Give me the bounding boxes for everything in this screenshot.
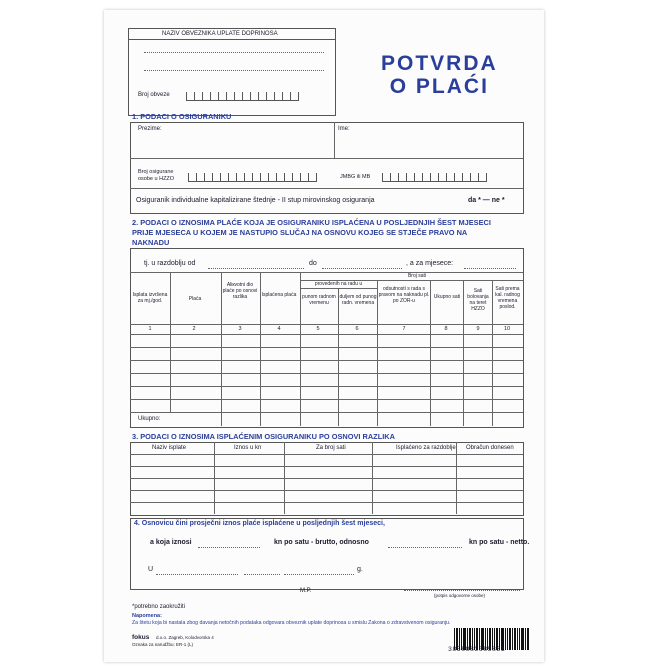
issuer-divider (129, 39, 335, 40)
col-line-7 (430, 280, 431, 426)
place-line[interactable] (156, 574, 238, 575)
section2-heading-2: PRIJE MJESECA U KOJEM JE NASTUPIO SLUČAJ NA OSNOVU KOJEG SE STJEČE PRAVO NA (132, 228, 468, 237)
hours-group-label: Broj sati (407, 273, 427, 279)
numbers-bottom-line (130, 334, 523, 335)
col-number-9: 9 (476, 326, 480, 332)
note-text: Za štetu koja bi nastala zbog davanja netočnih podataka odgovara obveznik uplate doprinosa u smislu Zakona o zdravstvenom osiguranju. (132, 620, 451, 626)
table-top-line (130, 272, 523, 273)
order-code: Oznaka za narudžbu: ER-1 (L) (132, 642, 194, 647)
table-row[interactable] (130, 478, 523, 479)
yes-no-choice[interactable]: da * — ne * (468, 197, 505, 204)
col-paid-header: Isplaćena plaća (261, 292, 297, 298)
col-full-time-header: punom radnom vremenu (302, 294, 336, 306)
col-total-hours-header: Ukupno sati (433, 294, 461, 300)
table-row[interactable] (130, 502, 523, 503)
insured-number-cells[interactable] (188, 173, 317, 182)
pension-label: Osiguranik individualne kapitalizirane štednje - II stup mirovinskog osiguranja (136, 197, 375, 204)
issuer-line-2 (144, 70, 324, 71)
col-calendar-hours-header: Sati prema kal. radnog vremena poslod. (495, 286, 520, 310)
s3-col-period: Isplaćeno za razdoblje: (396, 445, 458, 451)
col-number-4: 4 (277, 326, 281, 332)
title-line-1: POTVRDA (381, 52, 498, 75)
year-label: g. (357, 566, 363, 573)
obligation-number-label: Broj obveze (138, 92, 170, 98)
place-label: U (148, 566, 154, 573)
circle-note: *potrebno zaokružiti (132, 604, 186, 610)
col-salary-header: Plaća (188, 296, 202, 302)
amount-line[interactable] (198, 547, 260, 548)
issuer-box (128, 28, 336, 116)
col-number-2: 2 (192, 326, 196, 332)
col-number-1: 1 (148, 326, 152, 332)
insured-number-label-1: Broj osigurane (138, 169, 174, 175)
form-title (381, 52, 498, 98)
issuer-label: NAZIV OBVEZNIKA UPLATE DOPRINOSA (162, 31, 278, 37)
date-line-2[interactable] (284, 574, 354, 575)
col-overtime-header: duljem od punog radn. vremena (339, 294, 377, 306)
section1-divider (334, 122, 335, 158)
col-aliquot-header: Aliкvotni dio plaće po osnovi razlika (222, 282, 258, 300)
col-number-3: 3 (238, 326, 242, 332)
section3-heading: 3. PODACI O IZNOSIMA ISPLAĆENIM OSIGURANIKU PO OSNOVI RAZLIKA (132, 432, 395, 441)
col-number-8: 8 (444, 326, 448, 332)
note-title: Napomena: (132, 613, 162, 619)
section1-heading: 1. PODACI O OSIGURANIKU (132, 112, 232, 121)
period-from-label: tj. u razdoblju od (144, 260, 196, 267)
col-line-3 (260, 272, 261, 426)
section2-frame (130, 248, 524, 428)
s3-col-computed: Obračun donesen (466, 445, 514, 451)
barcode-number: 3858883685831 (448, 646, 506, 653)
col-sick-hours-header: Sati bolovanja na teret HZZO (467, 288, 489, 312)
col-absence-header: odsutnosti s rada s pravom na naknadu pl. po ZOR-u (378, 286, 430, 304)
s3-col-name: Naziv isplate (152, 445, 187, 451)
col-line-1 (170, 272, 171, 412)
section1-row-line-1 (130, 158, 523, 159)
col-line-4 (300, 272, 301, 426)
publisher-detail: d.o.o. Zagreb, Kolodvorska 4 (156, 635, 214, 640)
table-row[interactable] (130, 386, 523, 387)
issuer-line-1 (144, 52, 324, 53)
monthly-line[interactable] (464, 268, 516, 269)
net-label: kn po satu - netto. (469, 539, 530, 546)
date-line-1[interactable] (244, 574, 280, 575)
period-from-line[interactable] (208, 268, 304, 269)
col-number-10: 10 (503, 326, 511, 332)
insured-number-label-2: osobe u HZZO (138, 176, 175, 182)
header-bottom-line (130, 324, 523, 325)
col-line-8 (463, 280, 464, 426)
col-line-5 (338, 288, 339, 426)
title-line-2: O PLAĆI (389, 75, 489, 98)
jmbg-cells[interactable] (382, 173, 487, 182)
col-number-6: 6 (355, 326, 359, 332)
total-label: Ukupno: (138, 416, 161, 422)
table-row[interactable] (130, 399, 523, 400)
monthly-label: , a za mjesece: (406, 260, 454, 267)
section4-heading: 4. Osnovicu čini prosječni iznos plaće isplaćene u posljednjih šest mjeseci, (134, 520, 385, 527)
form-sheet (104, 10, 544, 662)
gross-label: kn po satu - brutto, odnosno (274, 539, 369, 546)
signature-label: (potpis odgovorne osobe) (434, 593, 486, 598)
worked-group-label: provedenih na radu u (314, 281, 363, 287)
section2-heading-3: NAKNADU (132, 238, 170, 247)
col-number-7: 7 (402, 326, 406, 332)
period-to-label: do (309, 260, 317, 267)
col-line-2 (221, 272, 222, 426)
stamp-label: M.P. (300, 588, 312, 594)
signature-line[interactable] (404, 590, 520, 591)
table-row[interactable] (130, 412, 523, 413)
col-number-5: 5 (316, 326, 320, 332)
s3-header-line (130, 454, 523, 455)
period-to-line[interactable] (322, 268, 402, 269)
section4-frame (130, 518, 524, 590)
col-line-6 (377, 280, 378, 426)
table-row[interactable] (130, 466, 523, 467)
table-row[interactable] (130, 490, 523, 491)
col-line-9 (492, 280, 493, 426)
s3-col-amount: Iznos u kn (234, 445, 262, 451)
publisher-logo: fokus (132, 634, 150, 641)
s3-col-hours: Za broj sati (316, 445, 346, 451)
name-label: Ime: (338, 126, 350, 132)
obligation-number-cells[interactable] (186, 92, 299, 101)
amount-label: a koja iznosi (150, 539, 192, 546)
gross-line[interactable] (388, 547, 462, 548)
col-month-header: Isplata izvršena za mj./god. (132, 292, 168, 304)
section1-row-line-2 (130, 188, 523, 189)
table-row[interactable] (130, 360, 523, 361)
section2-heading-1: 2. PODACI O IZNOSIMA PLAĆE KOJA JE OSIGURANIKU ISPLAĆENA U POSLJEDNJIH ŠEST MJESECI (132, 218, 491, 227)
surname-label: Prezime: (138, 126, 162, 132)
table-row[interactable] (130, 347, 523, 348)
jmbg-label: JMBG ili MB (340, 174, 371, 180)
table-row[interactable] (130, 373, 523, 374)
